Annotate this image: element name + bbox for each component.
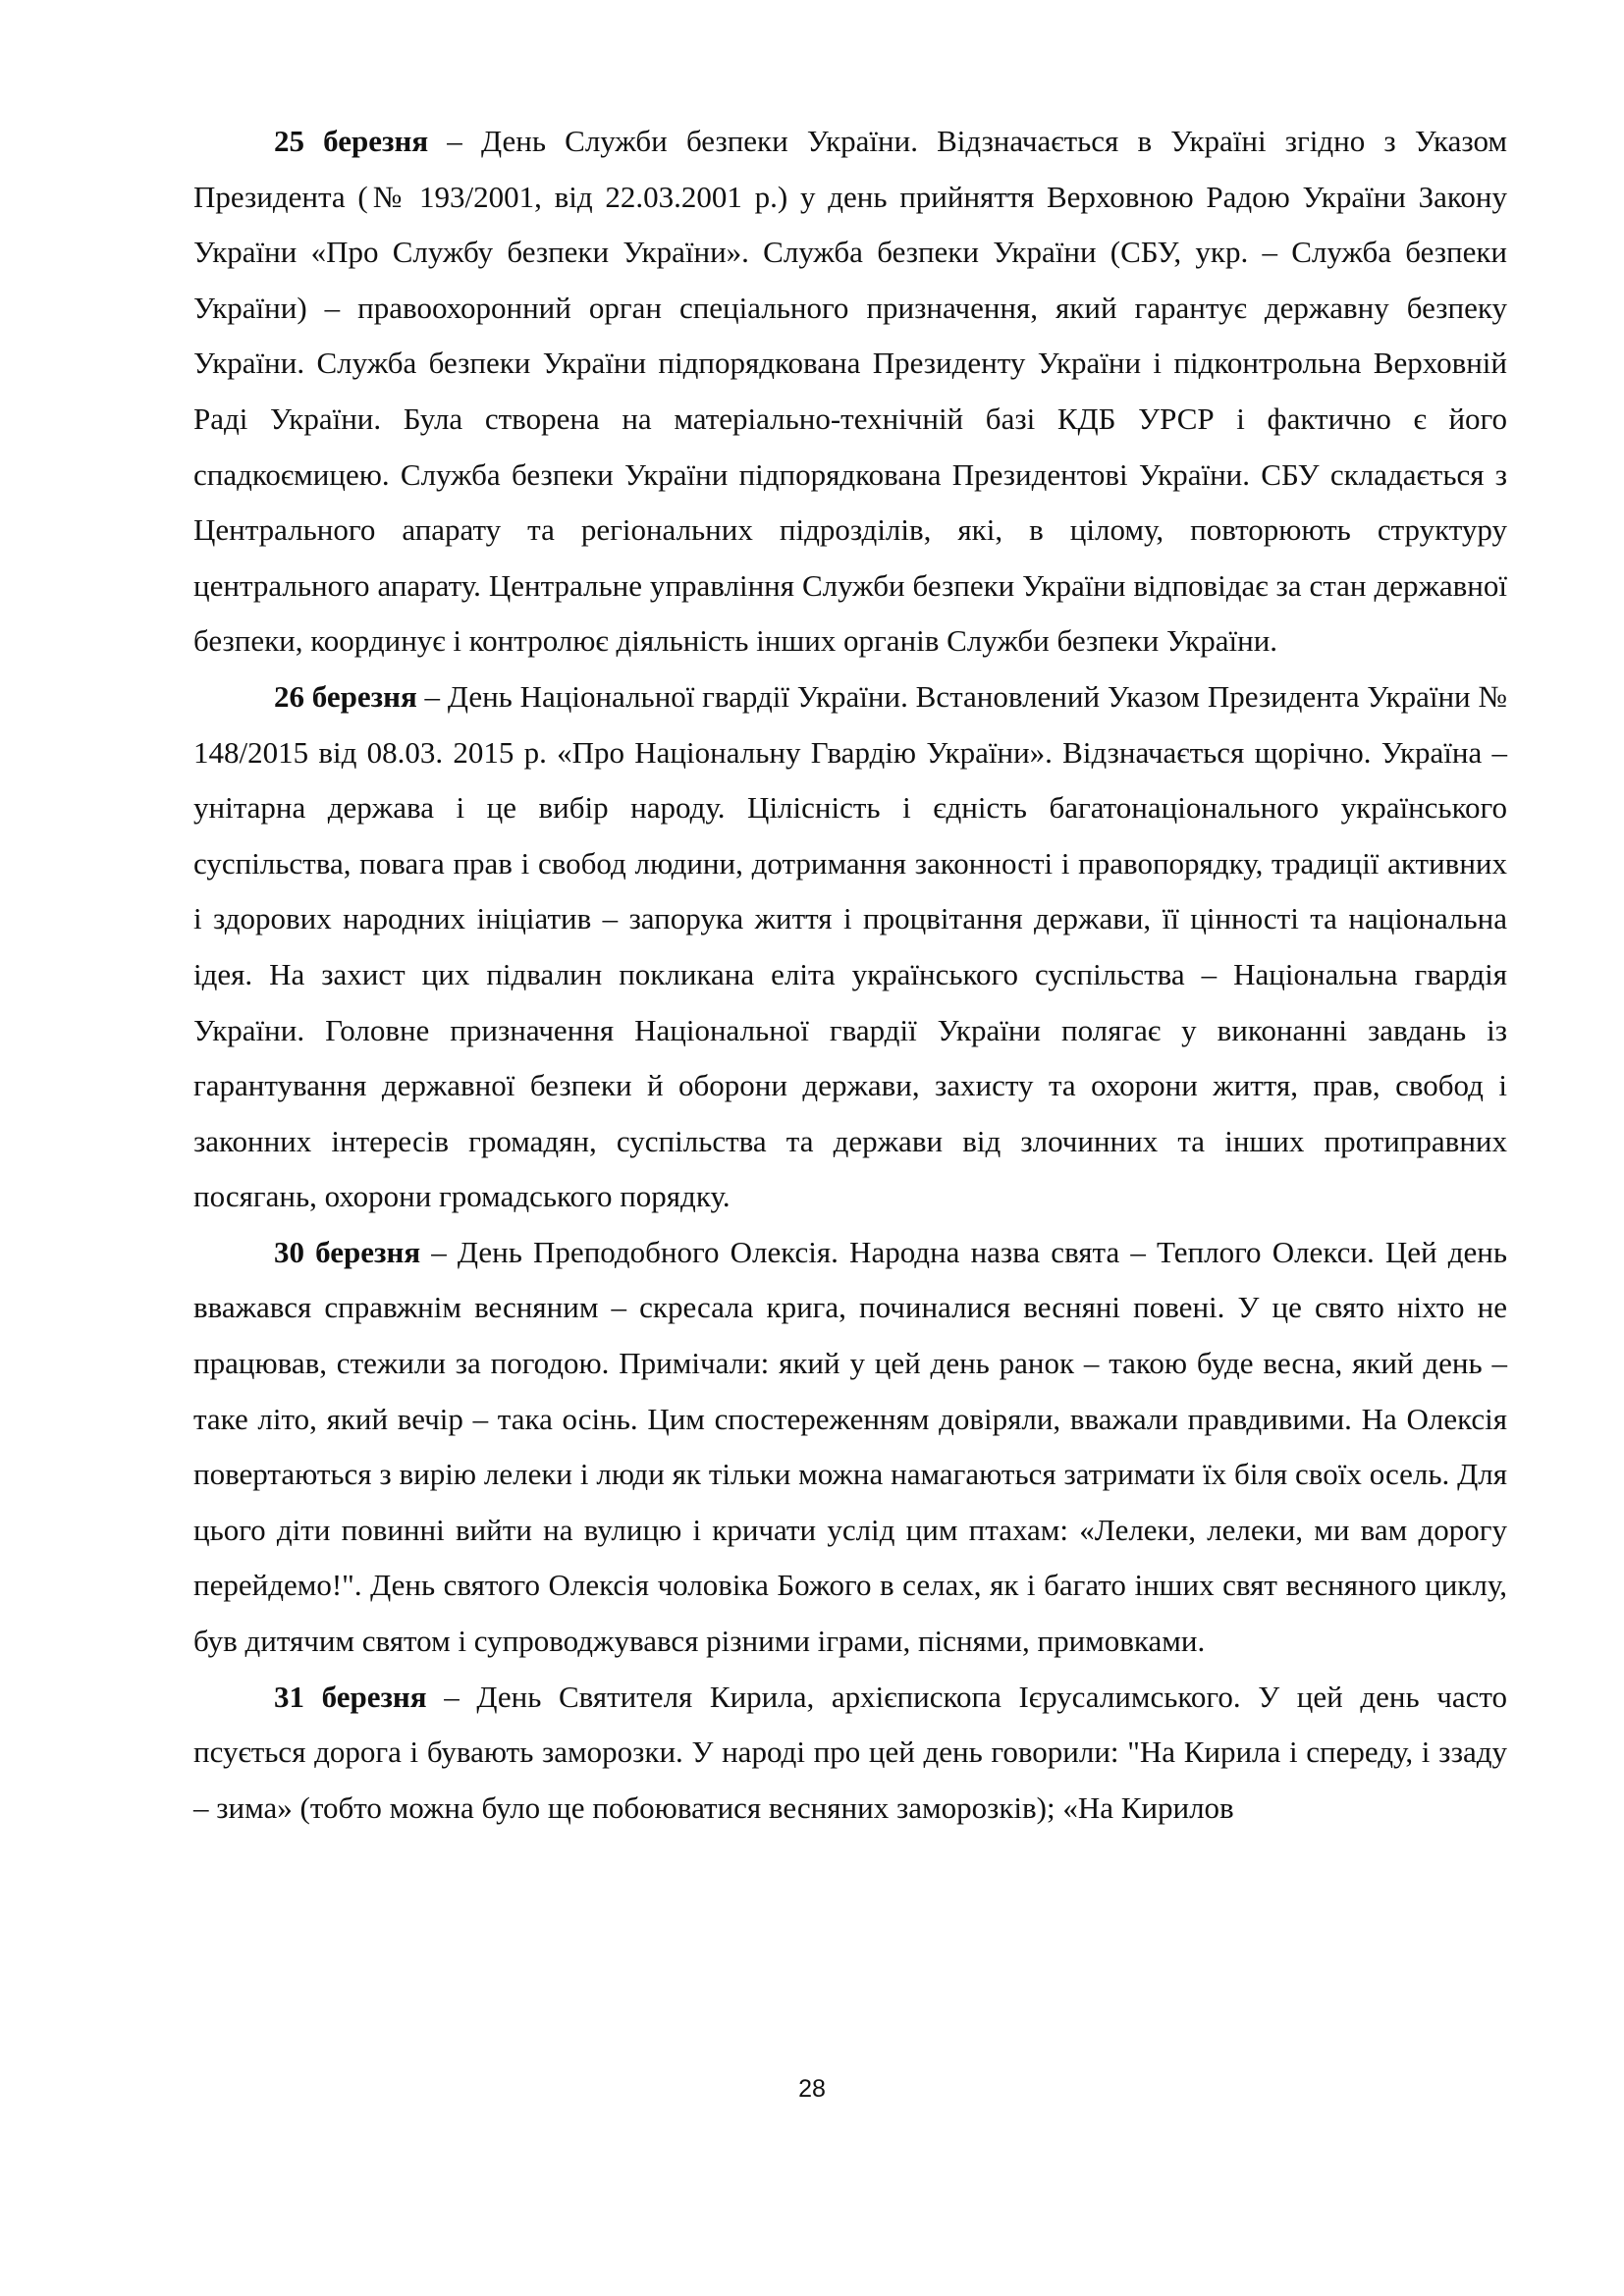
paragraph-march-31 [193, 1670, 1507, 1837]
paragraph-date: 26 березня [274, 678, 417, 714]
paragraph-text: – День Національної гвардії України. Встановлений Указом Президента України № 148/2015 від 08.03. 2015 р. «Про Національну Гвардію України». Відзначається щорічно. Україна – унітарна держава і це вибір народу. Цілісність і єдність багатонаціонального українського суспільства, повага прав і свобод людини, дотримання законності і правопорядку, традиції активних і здорових народних ініціатив – запорука життя і процвітання держави, її цінності та національна ідея. На захист цих підвалин покликана еліта українського суспільства – Національна гвардія України. Головне призначення Національної гвардії України полягає у виконанні завдань із гарантування державної безпеки й оборони держави, захисту та охорони життя, прав, свобод і законних інтересів громадян, суспільства та держави від злочинних та інших протиправних посягань, охорони громадського порядку. [193, 678, 1507, 1214]
paragraph-text: – День Преподобного Олексія. Народна назва свята – Теплого Олекси. Цей день вважався справжнім весняним – скресала крига, починалися весняні повені. У це свято ніхто не працював, стежили за погодою. Примічали: який у цей день ранок – такою буде весна, який день – таке літо, який вечір – така осінь. Цим спостереженням довіряли, вважали правдивими. На Олексія повертаються з вирію лелеки і люди як тільки можна намагаються затримати їх біля своїх осель. Для цього діти повинні вийти на вулицю і кричати услід цим птахам: «Лелеки, лелеки, ми вам дорогу перейдемо!". День святого Олексія чоловіка Божого в селах, як і багато інших свят весняного циклу, був дитячим святом і супроводжувався різними іграми, піснями, примовками. [193, 1234, 1507, 1659]
paragraph-text: – День Святителя Кирила, архієпископа Ієрусалимського. У цей день часто псується дорога і бувають заморозки. У народі про цей день говорили: "На Кирила і спереду, і ззаду – зима» (тобто можна було ще побоюватися весняних заморозків); «На Кирилов [193, 1679, 1507, 1825]
paragraph-date: 31 березня [274, 1679, 427, 1714]
paragraph-march-26 [193, 669, 1507, 1225]
paragraph-text: – День Служби безпеки України. Відзначається в Україні згідно з Указом Президента (№ 193/2001, від 22.03.2001 р.) у день прийняття Верховною Радою України Закону України «Про Службу безпеки України». Служба безпеки України (СБУ, укр. – Служба безпеки України) – правоохоронний орган спеціального призначення, який гарантує державну безпеку України. Служба безпеки України підпорядкована Президенту України і підконтрольна Верховній Раді України. Була створена на матеріально-технічній базі КДБ УРСР і фактично є його спадкоємицею. Служба безпеки України підпорядкована Президентові України. СБУ складається з Центрального апарату та регіональних підрозділів, які, в цілому, повторюють структуру центрального апарату. Центральне управління Служби безпеки України відповідає за стан державної безпеки, координує і контролює діяльність інших органів Служби безпеки України. [193, 124, 1507, 659]
paragraph-date: 30 березня [274, 1234, 421, 1269]
page-body [193, 114, 1507, 1836]
paragraph-march-30 [193, 1225, 1507, 1670]
paragraph-date: 25 березня [274, 124, 429, 158]
page-number: 28 [798, 2075, 826, 2103]
paragraph-march-25 [193, 114, 1507, 669]
